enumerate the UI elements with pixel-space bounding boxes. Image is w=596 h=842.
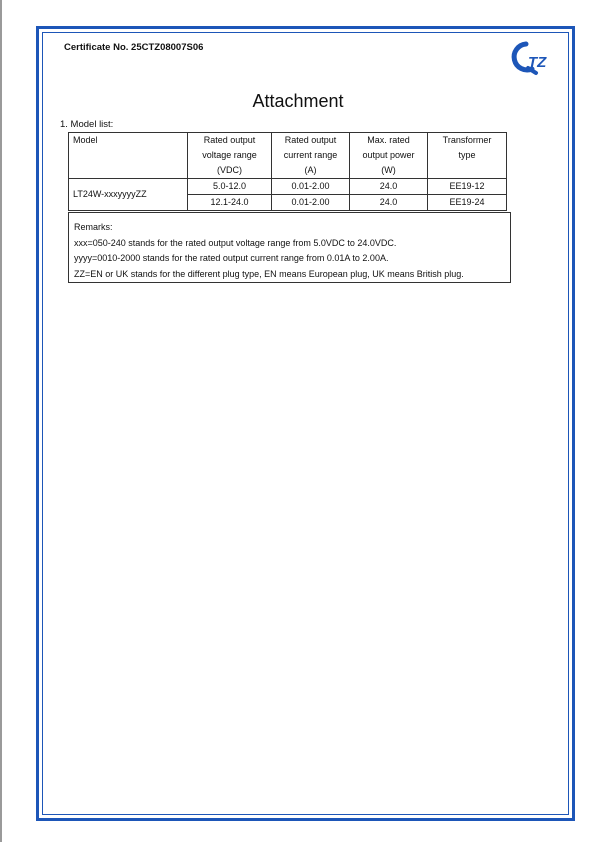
remark-line: xxx=050-240 stands for the rated output voltage range from 5.0VDC to 24.0VDC. <box>74 237 397 248</box>
remarks-heading: Remarks: <box>74 222 113 232</box>
header-current: Rated output current range (A) <box>272 133 350 179</box>
qtz-logo <box>508 40 554 76</box>
remark-line: ZZ=EN or UK stands for the different plug type, EN means European plug, UK means British plug. <box>74 268 464 279</box>
transformer-cell: EE19-24 <box>428 195 507 211</box>
page-title: Attachment <box>252 91 344 111</box>
remarks-box <box>68 212 511 283</box>
header-power: Max. rated output power (W) <box>350 133 428 179</box>
table-header-row <box>69 133 507 179</box>
model-cell: LT24W-xxxyyyyZZ <box>69 179 188 211</box>
logo-text: TZ <box>528 54 547 71</box>
transformer-cell: EE19-12 <box>428 179 507 195</box>
section-heading: 1. Model list: <box>60 119 114 130</box>
header-transformer: Transformer type <box>428 133 507 179</box>
certificate-number: Certificate No. 25CTZ08007S06 <box>64 42 204 53</box>
voltage-cell: 12.1-24.0 <box>188 195 272 211</box>
page-edge <box>0 0 2 842</box>
power-cell: 24.0 <box>350 195 428 211</box>
header-model: Model <box>69 133 188 179</box>
model-table <box>68 132 507 211</box>
voltage-cell: 5.0-12.0 <box>188 179 272 195</box>
current-cell: 0.01-2.00 <box>272 195 350 211</box>
remark-line: yyyy=0010-2000 stands for the rated output current range from 0.01A to 2.00A. <box>74 253 389 263</box>
power-cell: 24.0 <box>350 179 428 195</box>
header-voltage: Rated output voltage range (VDC) <box>188 133 272 179</box>
table-row <box>69 179 507 195</box>
current-cell: 0.01-2.00 <box>272 179 350 195</box>
